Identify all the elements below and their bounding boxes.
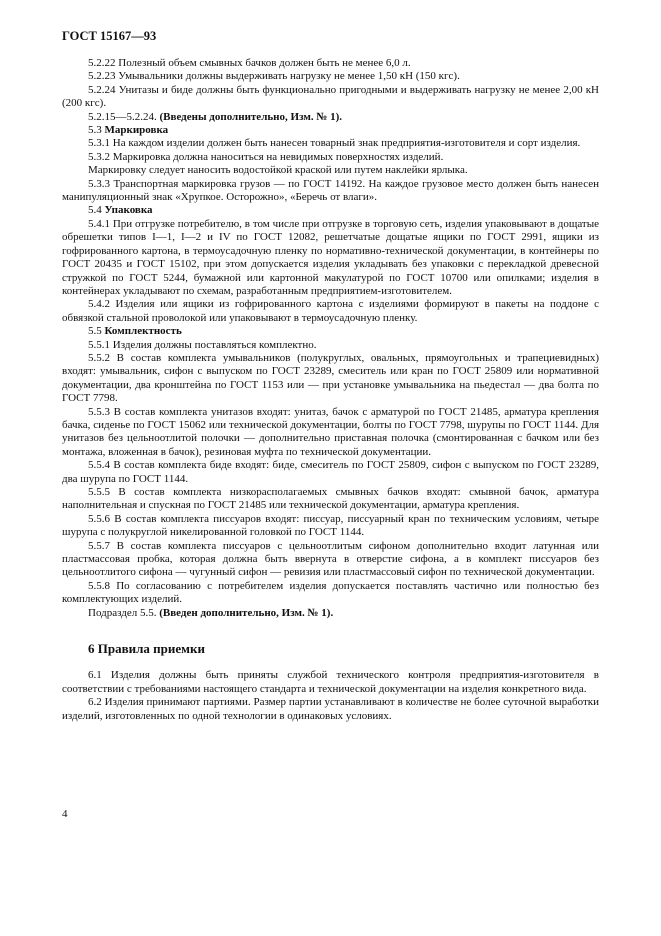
paragraph-5-2-22: 5.2.22 Полезный объем смывных бачков должен быть не менее 6,0 л. [88,57,411,69]
heading-title: Упаковка [104,204,153,217]
paragraph-5-5-1: 5.5.1 Изделия должны поставляться комплектно. [88,338,317,351]
paragraph-5-3-2-cont: Маркировку следует наносить водостойкой краской или путем наклейки ярлыка. [88,164,468,177]
note-prefix: 5.2.15—5.2.24. [88,110,160,123]
section-6-title: 6 Правила приемки [88,641,205,657]
paragraph-5-3-1: 5.3.1 На каждом изделии должен быть нанесен товарный знак предприятия-изготовителя и сорт изделия. [88,137,581,150]
paragraph-6-1: 6.1 Изделия должны быть приняты службой технического контроля предприятия-изготовителя в соответствии с требованиями настоящего стандарта и технической документации на изделия конкретного вида. [62,669,599,695]
paragraph-5-5-5: 5.5.5 В состав комплекта низкорасполагаемых смывных бачков входят: смывной бачок, арматура наполнительная и спускная по ГОСТ 21485 или технической документации, арматура крепления. [62,486,599,512]
heading-title: Маркировка [104,124,169,137]
note-bold: (Введены дополнительно, Изм. № 1). [159,110,343,123]
note-prefix: Подраздел 5.5. [88,606,160,619]
document-body [62,57,599,723]
paragraph-5-3-2: 5.3.2 Маркировка должна наноситься на невидимых поверхностях изделий. [88,150,444,163]
paragraph-5-2-24: 5.2.24 Унитазы и биде должны быть функционально пригодными и выдерживать нагрузку не менее 2,00 кН (200 кгс). [62,83,599,110]
paragraph-5-3-3: 5.3.3 Транспортная маркировка грузов — по ГОСТ 14192. На каждое грузовое место должен быть нанесен манипуляционный знак «Хрупкое. Осторожно», «Беречь от влаги». [62,177,599,204]
spacer [62,655,599,669]
paragraph-5-5-note [62,607,599,620]
paragraph-5-5-4: 5.5.4 В состав комплекта биде входят: биде, смеситель по ГОСТ 25809, сифон с выпуском по ГОСТ 23289, два шурупа по ГОСТ 1144. [62,459,599,485]
heading-number: 5.3 [88,124,105,137]
paragraph-5-4-1: 5.4.1 При отгрузке потребителю, в том числе при отгрузке в торговую сеть, изделия упаковывают в дощатые обрешетки типов I—1, I—2 и IV по ГОСТ 12082, решетчатые дощатые ящики по ГОСТ 2991, ящики из гофрированного картона, в термоусадочную пленку по нормативно-технической документации, в контейнеры по ГОСТ 20435 и ГОСТ 15102, при этом допускается изделия укладывать без упаковки с перекладкой древесной стружкой по ГОСТ 5244, бумажной или картонной макулатурой по ГОСТ 10700 или опилками; изделия в контейнерах укладывают по схемам, разработанным предприятием-изготовителем. [62,217,599,297]
paragraph-5-5-6: 5.5.6 В состав комплекта писсуаров входят: писсуар, писсуарный кран по техническим условиям, четыре шурупа с полукруглой никелированной головкой по ГОСТ 1144. [62,512,599,539]
heading-5-4 [62,204,599,217]
document-header: ГОСТ 15167—93 [62,29,157,43]
heading-5-3 [62,124,599,137]
paragraph-5-5-2: 5.5.2 В состав комплекта умывальников (полукруглых, овальных, прямоугольных и трапециевидных) входят: умывальник, сифон с выпуском по ГОСТ 23289, смеситель или кран по ГОСТ 25809 или нормативной документации, два кронштейна по ГОСТ 1153 или — при установке умывальника на пьедестал — два болта по ГОСТ 7798. [62,351,599,405]
paragraph-5-5-7: 5.5.7 В состав комплекта писсуаров с цельноотлитым сифоном дополнительно входит латунная или пластмассовая пробка, которая должна быть ввернута в отверстие сифона, а в комплект писсуаров без цельноотлитого сифона — чугунный сифон — ревизия или пластмассовый сифон по технической документации. [62,539,599,579]
paragraph-5-5-3: 5.5.3 В состав комплекта унитазов входят: унитаз, бачок с арматурой по ГОСТ 21485, арматура крепления бачка, сиденье по ГОСТ 15062 или технической документации, болты по ГОСТ 7798, шурупы по ГОСТ 1144. Для унитазов без цельноотлитой полочки — дополнительно приставная полочка (смонтированная с бачком или без монтажа, вложенная в бачок), резиновая муфта по технической документации. [62,405,599,458]
heading-5-5 [62,325,599,338]
heading-number: 5.4 [88,204,105,217]
paragraph-5-2-15-note [62,111,599,124]
paragraph-5-5-8: 5.5.8 По согласованию с потребителем изделия допускается поставлять частично или полностью без комплектующих изделий. [62,579,599,606]
note-bold: (Введен дополнительно, Изм. № 1). [159,606,334,619]
paragraph-6-2: 6.2 Изделия принимают партиями. Размер партии устанавливают в количестве не более суточной выработки изделий, изготовленных по одной технологии в одинаковых условиях. [62,696,599,722]
paragraph-5-4-2: 5.4.2 Изделия или ящики из гофрированного картона с изделиями формируют в пакеты на поддоне с обвязкой стальной проволокой или упаковывают в термоусадочную пленку. [62,298,599,324]
paragraph-5-2-23: 5.2.23 Умывальники должны выдерживать нагрузку не менее 1,50 кН (150 кгс). [88,70,460,83]
heading-title: Комплектность [104,325,182,338]
heading-number: 5.5 [88,325,105,338]
spacer [62,620,599,642]
page-number: 4 [62,808,68,820]
